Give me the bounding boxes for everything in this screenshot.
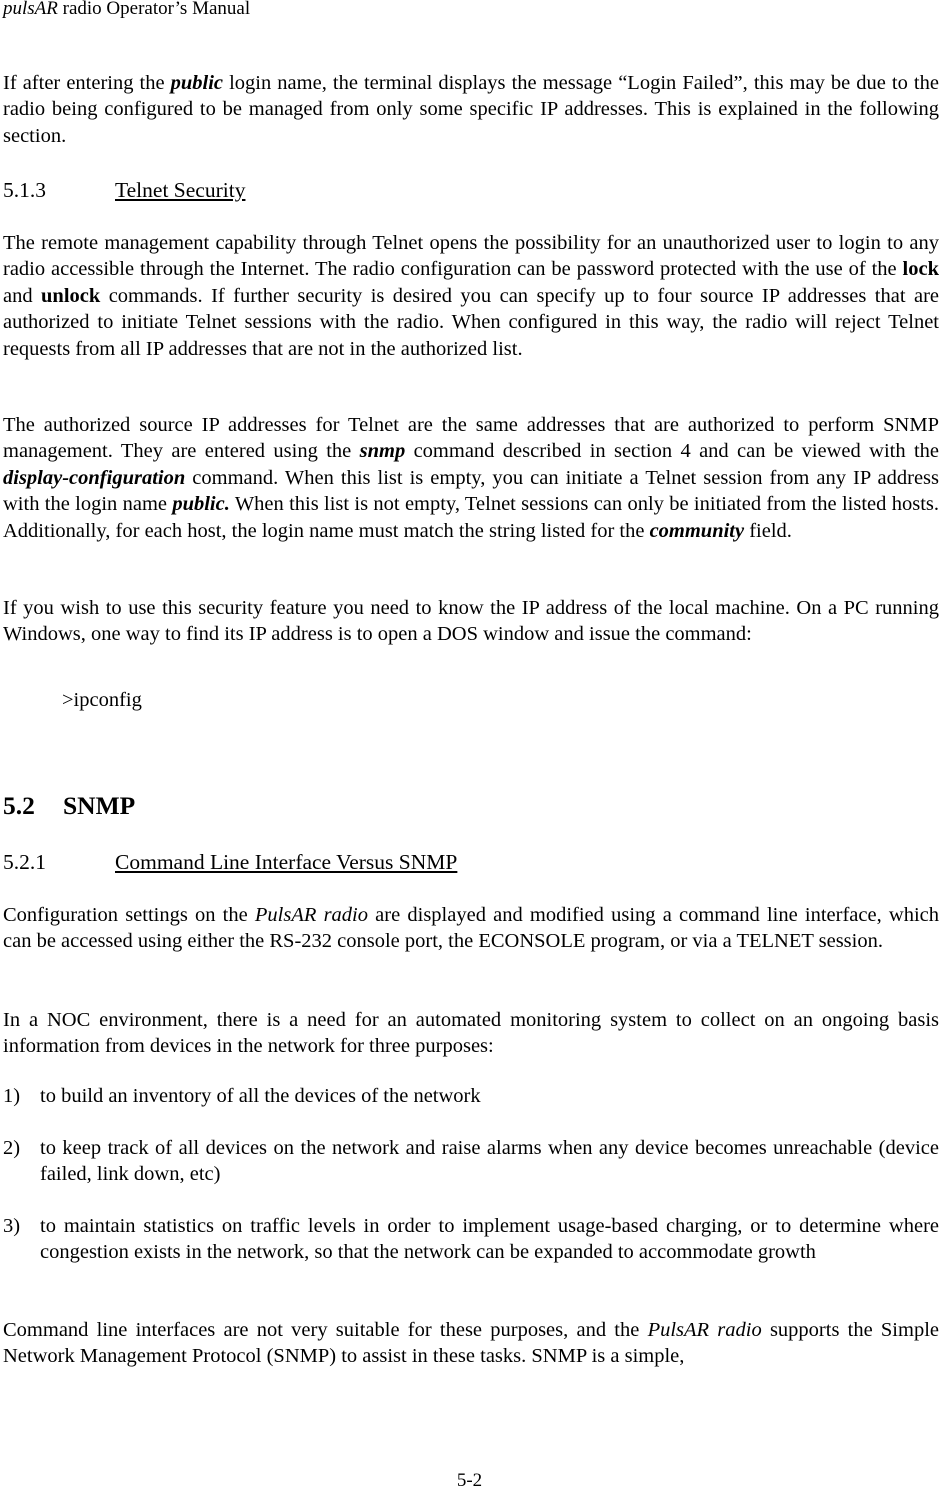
product-name: PulsAR radio (647, 1319, 762, 1341)
heading-number: 5.1.3 (3, 178, 46, 202)
heading-5-2 (3, 790, 135, 822)
keyword-public: public (170, 72, 224, 94)
text-run: and (3, 284, 42, 307)
text-run: The authorized source IP addresses for Telnet are the same addresses that are authorized to perform SNMP management. They are entered using the (3, 414, 939, 463)
heading-title: SNMP (63, 791, 136, 820)
keyword-public: public. (172, 493, 230, 516)
cli-vs-snmp-paragraph-1 (3, 902, 939, 955)
heading-title: Command Line Interface Versus SNMP (115, 850, 458, 874)
keyword-display-configuration: display-configuration (3, 466, 186, 489)
text-run: When this list is not empty, Telnet sessions can only be initiated from the listed hosts. Additionally, for each host, the login name must match the string listed for the (3, 493, 939, 542)
cli-vs-snmp-paragraph-2 (3, 1007, 939, 1060)
text-run: supports the Simple Network Management Protocol (SNMP) to assist in these tasks. SNMP is a simple, (3, 1319, 939, 1368)
telnet-security-paragraph-3 (3, 595, 939, 648)
list-marker: 3) (3, 1215, 21, 1237)
list-item (3, 1135, 939, 1188)
header-title-italic: pulsAR (3, 0, 58, 19)
page-number: 5-2 (456, 1470, 483, 1491)
heading-number: 5.2 (3, 791, 35, 820)
text-run: In a NOC environment, there is a need for an automated monitoring system to collect on an ongoing basis information from devices in the network for three purposes: (3, 1009, 939, 1058)
text-run: are displayed and modified using a command line interface, which can be accessed using either the RS-232 console port, the ECONSOLE program, or via a TELNET session. (3, 904, 939, 953)
list-item-text: to build an inventory of all the devices of the network (40, 1085, 481, 1107)
header-title-rest: radio Operator’s Manual (57, 0, 251, 19)
text-run: field. (744, 519, 792, 542)
list-item-text: to keep track of all devices on the network and raise alarms when any device becomes unreachable (device failed, link down, etc) (40, 1137, 939, 1186)
text-run: Command line interfaces are not very suitable for these purposes, and the (3, 1319, 648, 1341)
keyword-snmp: snmp (359, 440, 406, 463)
list-marker: 2) (3, 1137, 21, 1159)
text-run: command. When this list is empty, you can initiate a Telnet session from any IP address with the login name (3, 466, 939, 516)
heading-number: 5.2.1 (3, 850, 46, 874)
telnet-security-paragraph-1 (3, 230, 939, 362)
keyword-lock: lock (902, 258, 939, 281)
heading-5-1-3 (3, 176, 245, 204)
text-run: commands. If further security is desired you can specify up to four source IP addresses that are authorized to initiate Telnet sessions with the radio. When configured in this way, the radio will reject Telnet requests from all IP addresses that are not in the authorized list. (3, 284, 939, 360)
list-marker: 1) (3, 1085, 21, 1107)
heading-5-2-1 (3, 848, 457, 876)
text-run: If you wish to use this security feature you need to know the IP address of the local machine. On a PC running Windows, one way to find its IP address is to open a DOS window and issue the command: (3, 597, 939, 646)
text-run: login name, the terminal displays the message “Login Failed”, this may be due to the radio being configured to be managed from only some specific IP addresses. This is explained in the following section. (3, 72, 939, 147)
running-header (3, 0, 250, 22)
telnet-security-paragraph-2 (3, 412, 939, 544)
text-run: If after entering the (3, 72, 171, 94)
command-ipconfig: >ipconfig (62, 689, 142, 711)
text-run: command described in section 4 and can be viewed with the (405, 440, 939, 463)
text-run: The remote management capability through Telnet opens the possibility for an unauthorized user to login to any radio accessible through the Internet. The radio configuration can be password protected with the use of the (3, 232, 939, 281)
keyword-unlock: unlock (41, 284, 101, 307)
list-item-text: to maintain statistics on traffic levels in order to implement usage-based charging, or to determine where congestion exists in the network, so that the network can be expanded to accommodate growth (40, 1215, 939, 1264)
list-item (3, 1083, 939, 1109)
heading-title: Telnet Security (115, 178, 246, 202)
cli-vs-snmp-paragraph-3 (3, 1317, 939, 1370)
list-item (3, 1213, 939, 1266)
keyword-community: community (649, 519, 745, 542)
text-run: Configuration settings on the (3, 904, 255, 926)
intro-paragraph (3, 70, 939, 149)
product-name: PulsAR radio (254, 904, 368, 926)
